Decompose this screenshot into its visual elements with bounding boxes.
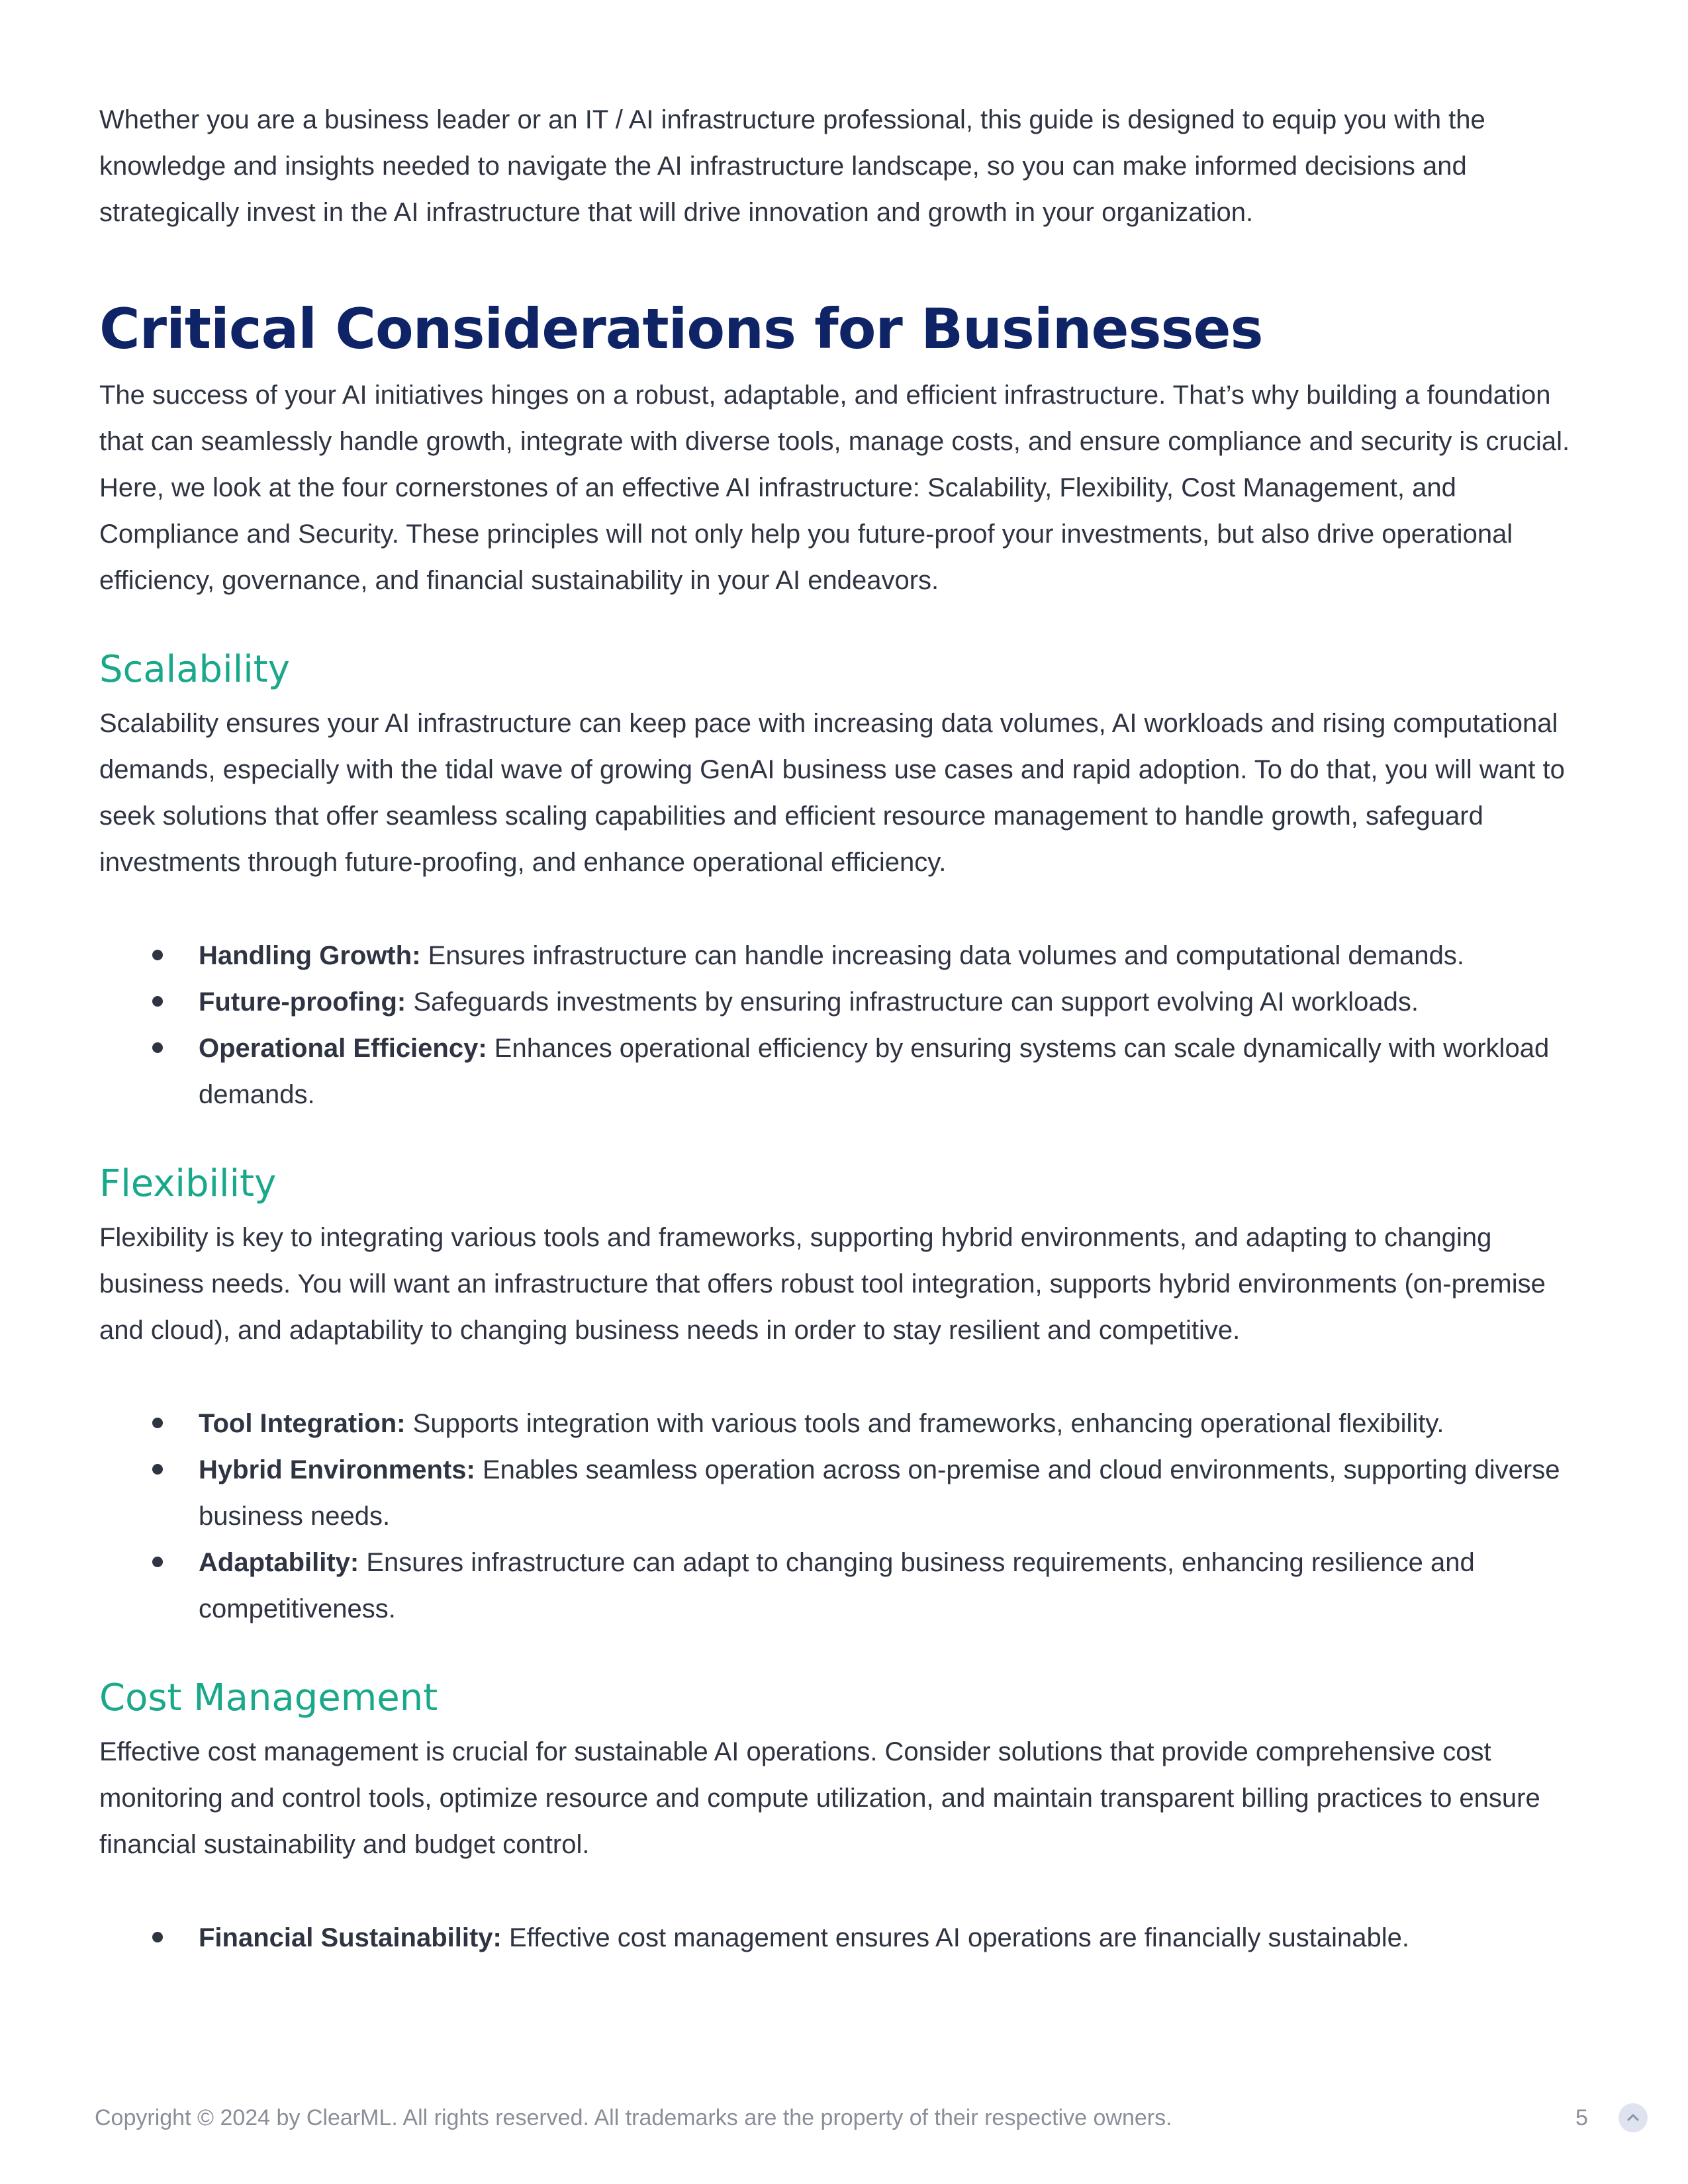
bullet-text: Effective cost management ensures AI operations are financially sustainable. [501,1923,1410,1952]
section-body-flexibility: Flexibility is key to integrating various tools and frameworks, supporting hybrid environments, and adapting to changing business needs. You will want an infrastructure that offers robust tool integration, supports hybrid environments (on-premise and cloud), and adaptability to changing business needs in order to stay resilient and competitive. [99,1223,1546,1345]
bullet-list-cost-management [99,1915,1589,1961]
list-item [99,933,1589,979]
section-heading-cost-management: Cost Management [99,1676,438,1719]
lead-paragraph: The success of your AI initiatives hinges on a robust, adaptable, and efficient infrastructure. That’s why building a foundation that can seamlessly handle growth, integrate with diverse tools, manage costs, and ensure compliance and security is crucial. Here, we look at the four cornerstones of an effective AI infrastructure: Scalability, Flexibility, Cost Management, and Compliance and Security. These principles will not only help you future-proof your investments, but also drive operational efficiency, governance, and financial sustainability in your AI endeavors. [99,381,1570,595]
bullet-term: Financial Sustainability: [199,1923,502,1952]
section-body-scalability: Scalability ensures your AI infrastructure can keep pace with increasing data volumes, AI workloads and rising computational demands, especially with the tidal wave of growing GenAI business use cases and rapid adoption. To do that, you will want to seek solutions that offer seamless scaling capabilities and efficient resource management to handle growth, safeguard investments through future-proofing, and enhance operational efficiency. [99,709,1565,877]
bullet-icon [152,1557,163,1567]
copyright-text: Copyright © 2024 by ClearML. All rights reserved. All trademarks are the property of their respective owners. [95,2105,1172,2130]
chevron-up-icon[interactable] [1618,2103,1648,2132]
bullet-icon [152,1932,163,1942]
page-footer [95,2098,1617,2138]
list-item [99,1915,1589,1961]
bullet-text: Ensures infrastructure can handle increasing data volumes and computational demands. [420,941,1464,970]
list-item [99,1447,1589,1539]
bullet-term: Hybrid Environments: [199,1455,475,1484]
list-item [99,979,1589,1025]
bullet-term: Adaptability: [199,1548,359,1577]
list-item [99,1025,1589,1118]
page-number: 5 [1575,2105,1588,2130]
bullet-list-flexibility [99,1400,1589,1632]
bullet-icon [152,1464,163,1475]
intro-paragraph: Whether you are a business leader or an IT / AI infrastructure professional, this guide is designed to equip you with the knowledge and insights needed to navigate the AI infrastructure landscape, so you can make informed decisions and strategically invest in the AI infrastructure that will drive innovation and growth in your organization. [99,105,1485,227]
document-page [99,97,1589,1961]
bullet-term: Tool Integration: [199,1409,406,1438]
bullet-icon [152,1042,163,1053]
bullet-text: Supports integration with various tools and frameworks, enhancing operational flexibility. [405,1409,1444,1438]
bullet-text: Enables seamless operation across on-premise and cloud environments, supporting diverse business needs. [199,1455,1560,1531]
section-heading-flexibility: Flexibility [99,1162,277,1205]
chevron-up-glyph [1626,2111,1640,2124]
bullet-text: Ensures infrastructure can adapt to changing business requirements, enhancing resilience and competitiveness. [199,1548,1475,1623]
bullet-icon [152,996,163,1007]
bullet-term: Future-proofing: [199,987,406,1017]
list-item [99,1539,1589,1632]
bullet-text: Safeguards investments by ensuring infrastructure can support evolving AI workloads. [406,987,1419,1017]
bullet-term: Handling Growth: [199,941,421,970]
list-item [99,1400,1589,1447]
bullet-icon [152,1418,163,1428]
section-heading-scalability: Scalability [99,648,290,691]
bullet-list-scalability [99,933,1589,1118]
section-body-cost-management: Effective cost management is crucial for sustainable AI operations. Consider solutions that provide comprehensive cost monitoring and control tools, optimize resource and compute utilization, and maintain transparent billing practices to ensure financial sustainability and budget control. [99,1737,1540,1859]
bullet-icon [152,950,163,960]
bullet-term: Operational Efficiency: [199,1034,487,1063]
bullet-text: Enhances operational efficiency by ensuring systems can scale dynamically with workload demands. [199,1034,1550,1109]
page-title: Critical Considerations for Businesses [99,296,1263,361]
